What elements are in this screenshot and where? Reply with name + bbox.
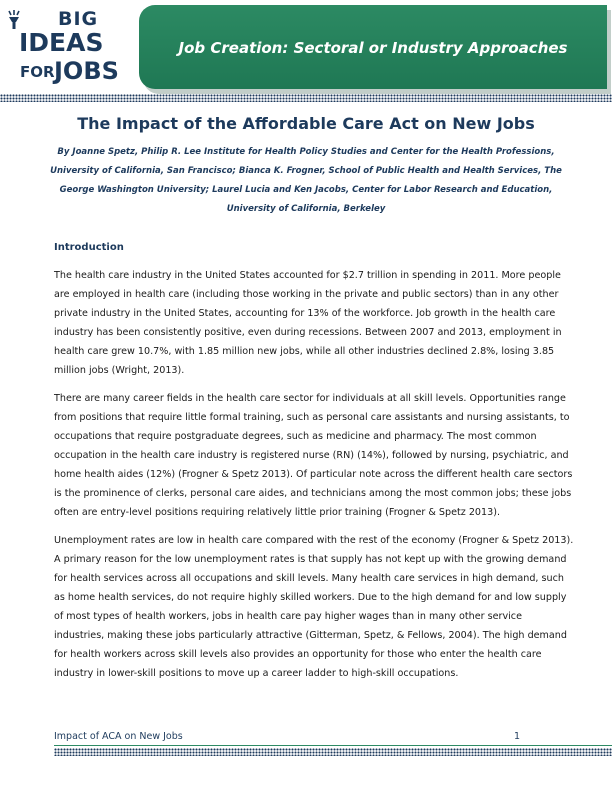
torch-icon <box>6 10 22 30</box>
header-banner <box>139 5 607 89</box>
header-dotted-rule <box>0 94 612 102</box>
banner-title: Job Creation: Sectoral or Industry Approaches <box>178 39 568 57</box>
logo-word-for: FOR <box>20 63 55 81</box>
footer-rule <box>54 745 612 746</box>
author-credits: By Joanne Spetz, Philip R. Lee Institute for Health Policy Studies and Center for the Health Professions, University of California, San Francisco; Bianca K. Frogner, School of Public Health and Health Services, The George Washington University; Laurel Lucia and Ken Jacobs, Center for Labor Research and Education, University of California, Berkeley <box>50 147 562 214</box>
page-number: 1 <box>514 731 521 742</box>
section-heading-introduction: Introduction <box>54 242 124 253</box>
footer-document-title: Impact of ACA on New Jobs <box>54 731 183 742</box>
body-paragraph: There are many career fields in the health care sector for individuals at all skill levels. Opportunities range from positions that require little formal training, such as personal care assistants and nursing assistants, to occupations that require postgraduate degrees, such as medicine and pharmacy. The most common occupation in the health care industry is registered nurse (RN) (14%), followed by nursing, psychiatric, and home health aides (12%) (Frogner & Spetz 2013). Of particular note across the different health care sectors is the prominence of clerks, personal care aides, and technicians among the most common jobs; these jobs often are entry-level positions requiring relatively little prior training (Frogner & Spetz 2013). <box>54 393 573 518</box>
logo-word-big: BIG <box>58 8 99 30</box>
footer-dotted-rule <box>54 748 612 756</box>
logo-word-ideas: IDEAS <box>19 28 104 57</box>
body-paragraph: The health care industry in the United States accounted for $2.7 trillion in spending in 2011. More people are employed in health care (including those working in the private and public sectors) than in any other private industry in the United States, accounting for 13% of the workforce. Job growth in the health care industry has been consistently positive, even during recessions. Between 2007 and 2013, employment in health care grew 10.7%, with 1.85 million new jobs, while all other industries declined 2.8%, losing 3.85 million jobs (Wright, 2013). <box>54 270 562 376</box>
document-title: The Impact of the Affordable Care Act on New Jobs <box>77 114 535 133</box>
logo-word-jobs: JOBS <box>54 57 119 85</box>
big-ideas-for-jobs-logo <box>6 6 132 86</box>
body-paragraph: Unemployment rates are low in health care compared with the rest of the economy (Frogner & Spetz 2013). A primary reason for the low unemployment rates is that supply has not kept up with the growing demand for health services across all occupations and skill levels. Many health care services in high demand, such as home health services, do not require highly skilled workers. Due to the high demand for and low supply of most types of health workers, jobs in health care pay higher wages than in many other service industries, making these jobs particularly attractive (Gitterman, Spetz, & Fellows, 2004). The high demand for health workers across skill levels also provides an opportunity for those who enter the health care industry in lower-skill positions to move up a career ladder to high-skill occupations. <box>54 535 574 679</box>
